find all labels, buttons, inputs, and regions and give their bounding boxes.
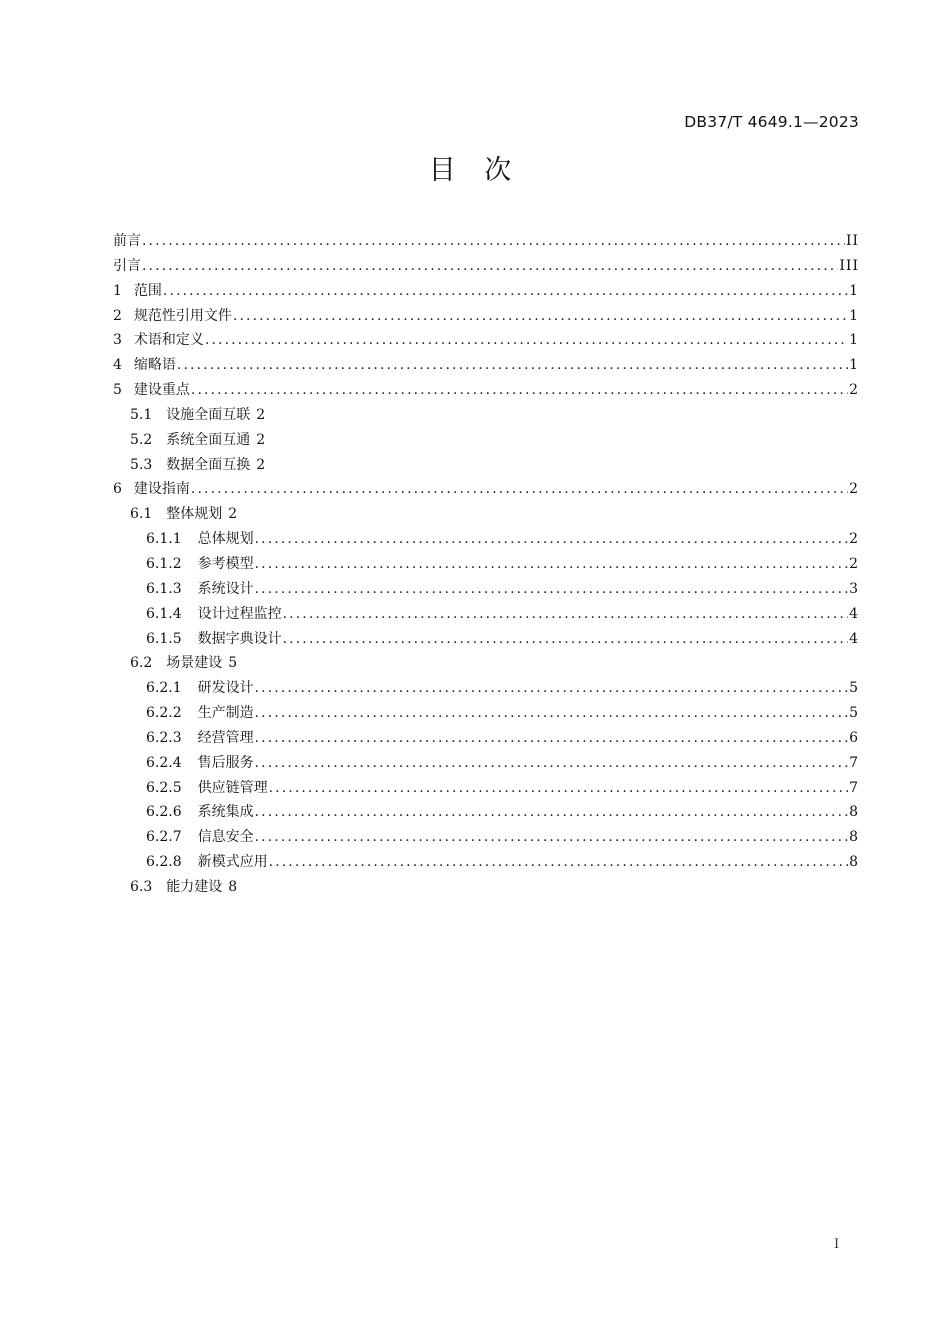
toc-entry[interactable] (113, 825, 859, 850)
toc-entry-number: 4 (113, 357, 122, 374)
toc-dot-leader (255, 751, 848, 776)
toc-entry-page: 5 (228, 655, 238, 672)
toc-entry[interactable] (113, 502, 859, 527)
toc-entry-number: 6.1.2 (146, 555, 182, 572)
toc-entry-label: 设施全面互联 (166, 406, 251, 423)
toc-entry[interactable] (113, 527, 859, 552)
toc-entry-number: 6.1.3 (146, 580, 182, 597)
toc-entry[interactable] (113, 751, 859, 776)
toc-entry-number: 6.1.5 (146, 630, 182, 647)
toc-dot-leader (255, 825, 848, 850)
toc-entry-page: 1 (849, 357, 859, 374)
toc-entry-page: 3 (849, 580, 859, 597)
toc-entry[interactable] (113, 577, 859, 602)
toc-entry-page: 8 (228, 878, 238, 895)
document-code: DB37/T 4649.1—2023 (684, 113, 859, 131)
toc-dot-leader (177, 353, 848, 378)
toc-entry-number: 6.2.8 (146, 854, 182, 871)
toc-entry-page: 2 (849, 531, 859, 548)
toc-entry-label: 经营管理 (197, 729, 254, 746)
toc-entry-label: 建设重点 (133, 382, 190, 399)
toc-entry-label: 参考模型 (197, 555, 254, 572)
toc-entry[interactable] (113, 651, 859, 676)
toc-entry-number: 6.2.7 (146, 829, 182, 846)
toc-entry-label: 建设指南 (133, 481, 190, 498)
toc-entry-label: 缩略语 (133, 357, 176, 374)
toc-entry-number: 2 (113, 307, 122, 324)
toc-entry-page: 7 (849, 754, 859, 771)
toc-entry-number: 6.2.4 (146, 754, 182, 771)
toc-entry-number: 6.2.5 (146, 779, 182, 796)
toc-entry[interactable] (113, 428, 859, 453)
toc-entry-label: 总体规划 (197, 531, 254, 548)
toc-entry-page: 5 (849, 705, 859, 722)
toc-entry[interactable] (113, 850, 859, 875)
toc-entry-label: 规范性引用文件 (133, 307, 232, 324)
toc-entry[interactable] (113, 477, 859, 502)
toc-entry[interactable] (113, 453, 859, 478)
toc-entry-label: 系统集成 (197, 804, 254, 821)
toc-entry-page: 6 (849, 729, 859, 746)
toc-entry-page: 2 (228, 506, 238, 523)
toc-entry-label: 术语和定义 (133, 332, 204, 349)
toc-entry-page: III (839, 257, 859, 274)
toc-entry-label: 生产制造 (197, 705, 254, 722)
toc-dot-leader (142, 229, 845, 254)
toc-entry-number: 6.1.1 (146, 531, 182, 548)
toc-dot-leader (255, 527, 848, 552)
toc-dot-leader (191, 378, 848, 403)
toc-entry-label: 系统设计 (197, 580, 254, 597)
toc-entry-number: 6.3 (130, 878, 153, 895)
toc-entry-number: 6.2.6 (146, 804, 182, 821)
toc-entry-number: 6.2.3 (146, 729, 182, 746)
toc-entry-page: 1 (849, 307, 859, 324)
toc-entry[interactable] (113, 328, 859, 353)
toc-entry[interactable] (113, 701, 859, 726)
toc-entry-page: 2 (849, 555, 859, 572)
toc-entry-number: 5.3 (130, 456, 153, 473)
toc-dot-leader (283, 602, 848, 627)
toc-dot-leader (269, 776, 848, 801)
toc-entry-number: 5 (113, 382, 122, 399)
toc-entry[interactable] (113, 403, 859, 428)
toc-entry[interactable] (113, 229, 859, 254)
toc-entry-label: 研发设计 (197, 680, 254, 697)
toc-entry-page: 4 (849, 630, 859, 647)
toc-entry-label: 售后服务 (197, 754, 254, 771)
toc-entry-page: II (845, 233, 859, 249)
toc-entry-page: 2 (849, 382, 859, 399)
toc-dot-leader (269, 850, 848, 875)
toc-entry[interactable] (113, 676, 859, 701)
toc-entry-label: 能力建设 (166, 878, 223, 895)
toc-entry-number: 6.2 (130, 655, 153, 672)
toc-dot-leader (142, 254, 838, 279)
toc-entry-number: 3 (113, 332, 122, 349)
toc-entry-page: 8 (849, 804, 859, 821)
toc-dot-leader (255, 800, 848, 825)
toc-entry-number: 1 (113, 282, 122, 299)
toc-entry-label: 新模式应用 (197, 854, 268, 871)
toc-entry-number: 6.1.4 (146, 605, 182, 622)
toc-entry-page: 5 (849, 680, 859, 697)
toc-entry-label: 整体规划 (166, 506, 223, 523)
toc-entry[interactable] (113, 304, 859, 329)
toc-entry[interactable] (113, 353, 859, 378)
toc-entry[interactable] (113, 552, 859, 577)
toc-dot-leader (205, 328, 848, 353)
toc-entry[interactable] (113, 726, 859, 751)
toc-entry-label: 范围 (133, 282, 162, 299)
toc-entry-label: 引言 (113, 257, 141, 274)
toc-entry[interactable] (113, 254, 859, 279)
table-of-contents (113, 229, 859, 900)
page-title: 目 次 (428, 155, 522, 186)
toc-dot-leader (233, 304, 848, 329)
toc-entry-page: 8 (849, 854, 859, 871)
toc-entry-page: 1 (849, 282, 859, 299)
toc-entry-label: 数据字典设计 (197, 630, 282, 647)
footer-page-number: I (834, 1237, 840, 1252)
toc-entry-label: 信息安全 (197, 829, 254, 846)
toc-entry-page: 2 (256, 431, 266, 448)
toc-entry-label: 设计过程监控 (197, 605, 282, 622)
toc-entry[interactable] (113, 776, 859, 801)
toc-dot-leader (191, 477, 848, 502)
toc-entry[interactable] (113, 279, 859, 304)
toc-dot-leader (255, 726, 848, 751)
toc-entry[interactable] (113, 378, 859, 403)
toc-entry-label: 系统全面互通 (166, 431, 251, 448)
toc-entry-number: 5.1 (130, 406, 153, 423)
toc-entry-number: 6.2.2 (146, 705, 182, 722)
toc-dot-leader (283, 627, 848, 652)
toc-entry-label: 数据全面互换 (166, 456, 251, 473)
toc-entry-number: 6.1 (130, 506, 153, 523)
toc-entry-page: 2 (256, 456, 266, 473)
toc-dot-leader (255, 552, 848, 577)
toc-entry[interactable] (113, 800, 859, 825)
toc-entry-label: 供应链管理 (197, 779, 268, 796)
toc-entry[interactable] (113, 627, 859, 652)
toc-dot-leader (255, 577, 848, 602)
toc-entry-page: 2 (256, 406, 266, 423)
toc-entry-page: 8 (849, 829, 859, 846)
toc-entry-page: 1 (849, 332, 859, 349)
toc-dot-leader (163, 279, 848, 304)
toc-entry-page: 7 (849, 779, 859, 796)
toc-entry-number: 5.2 (130, 431, 153, 448)
toc-entry-page: 4 (849, 605, 859, 622)
toc-entry-label: 场景建设 (166, 655, 223, 672)
toc-entry[interactable] (113, 875, 859, 900)
toc-entry-page: 2 (849, 481, 859, 498)
toc-entry-number: 6.2.1 (146, 680, 182, 697)
toc-entry[interactable] (113, 602, 859, 627)
toc-entry-label: 前言 (113, 233, 141, 249)
toc-dot-leader (255, 676, 848, 701)
toc-entry-number: 6 (113, 481, 122, 498)
toc-dot-leader (255, 701, 848, 726)
